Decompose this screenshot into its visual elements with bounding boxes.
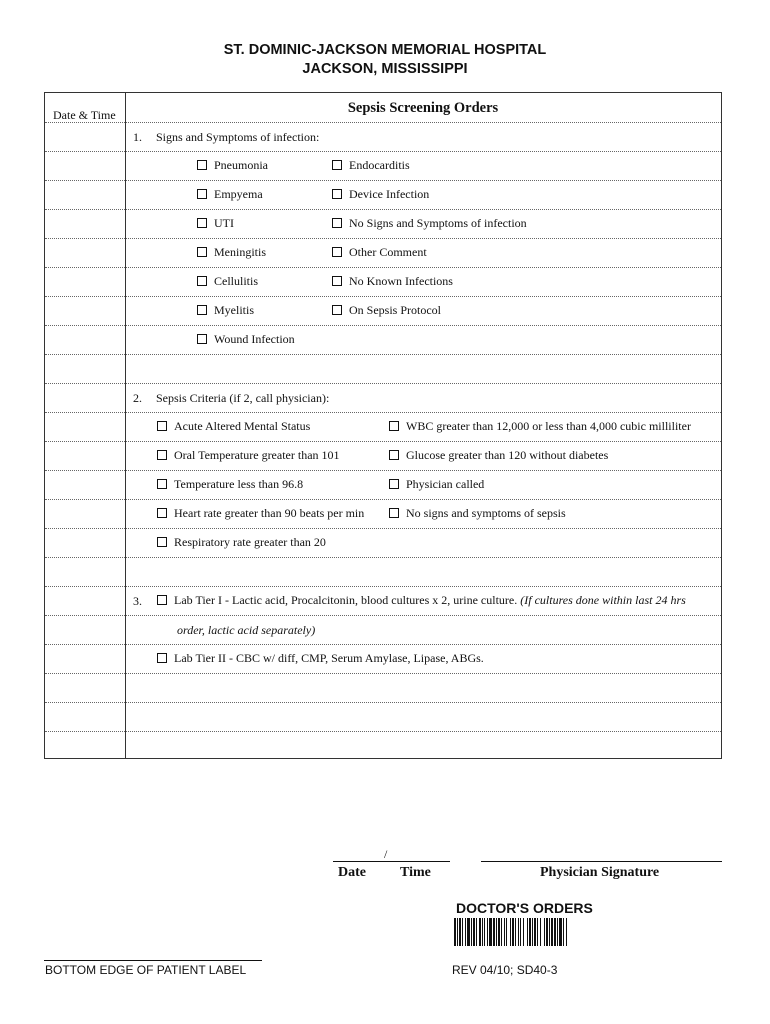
checkbox-item	[332, 158, 410, 172]
form-row	[45, 122, 721, 152]
checkbox[interactable]	[332, 276, 342, 286]
checkbox-item	[389, 506, 566, 520]
checkbox-label: No Signs and Symptoms of infection	[349, 216, 527, 230]
checkbox[interactable]	[389, 508, 399, 518]
barcode-bar	[557, 918, 558, 946]
section-heading: Signs and Symptoms of infection:	[156, 130, 320, 144]
checkbox-label: Acute Altered Mental Status	[174, 419, 311, 433]
barcode-bar	[546, 918, 548, 946]
checkbox-label: WBC greater than 12,000 or less than 4,000 cubic milliliter	[406, 419, 691, 433]
section-number: 1.	[133, 130, 142, 144]
checkbox[interactable]	[332, 218, 342, 228]
barcode	[452, 918, 628, 946]
barcode-bar	[529, 918, 531, 946]
barcode-bar	[510, 918, 511, 946]
checkbox-label: Pneumonia	[214, 158, 268, 172]
lab-tier1-item	[157, 593, 686, 607]
checkbox-item	[332, 303, 441, 317]
checkbox[interactable]	[197, 276, 207, 286]
checkbox[interactable]	[389, 421, 399, 431]
barcode-bar	[544, 918, 545, 946]
checkbox[interactable]	[157, 653, 167, 663]
checkbox-item	[332, 216, 527, 230]
checkbox-item	[332, 187, 429, 201]
barcode-bar	[498, 918, 500, 946]
checkbox-label: Physician called	[406, 477, 485, 491]
form-row	[45, 615, 721, 645]
checkbox-item	[157, 448, 340, 462]
checkbox[interactable]	[332, 247, 342, 257]
checkbox[interactable]	[157, 421, 167, 431]
checkbox-label: Device Infection	[349, 187, 430, 201]
checkbox[interactable]	[157, 537, 167, 547]
checkbox[interactable]	[197, 189, 207, 199]
checkbox[interactable]	[157, 595, 167, 605]
form-row	[45, 325, 721, 355]
checkbox[interactable]	[197, 247, 207, 257]
form-row	[45, 731, 721, 761]
section-number: 3.	[133, 594, 142, 608]
tier1-note: (If cultures done within last 24 hrs	[520, 593, 686, 607]
checkbox[interactable]	[157, 479, 167, 489]
checkbox-item	[389, 448, 608, 462]
date-slash: /	[384, 847, 388, 861]
signature-line[interactable]	[481, 861, 722, 862]
barcode-bar	[563, 918, 564, 946]
physician-signature-label: Physician Signature	[540, 865, 660, 880]
checkbox-label: Glucose greater than 120 without diabetes	[406, 448, 609, 462]
barcode-bar	[520, 918, 521, 946]
form-row	[45, 528, 721, 558]
barcode-bar	[534, 918, 536, 946]
barcode-bar	[512, 918, 514, 946]
section-number: 2.	[133, 391, 142, 405]
patient-label-line	[44, 960, 262, 961]
barcode-bar	[471, 918, 472, 946]
checkbox-label: Lab Tier II - CBC w/ diff, CMP, Serum Amylase, Lipase, ABGs.	[174, 651, 484, 665]
barcode-bar	[566, 918, 567, 946]
checkbox-label: Cellulitis	[214, 274, 259, 288]
checkbox-item	[197, 158, 268, 172]
checkbox[interactable]	[197, 160, 207, 170]
checkbox-item	[197, 274, 258, 288]
checkbox[interactable]	[332, 160, 342, 170]
checkbox-item	[389, 419, 691, 433]
date-time-line[interactable]	[333, 861, 450, 862]
barcode-bar	[527, 918, 528, 946]
barcode-bar	[496, 918, 497, 946]
barcode-bar	[537, 918, 538, 946]
form-row	[45, 354, 721, 384]
checkbox-label: Meningitis	[214, 245, 267, 259]
form-title: Sepsis Screening Orders	[347, 100, 499, 116]
orders-table	[44, 92, 722, 759]
checkbox-label: No Known Infections	[349, 274, 453, 288]
tier1-note-cont: order, lactic acid separately)	[177, 623, 316, 637]
checkbox-label: Myelitis	[214, 303, 255, 317]
checkbox[interactable]	[197, 305, 207, 315]
checkbox-item	[332, 274, 453, 288]
barcode-bar	[457, 918, 458, 946]
hospital-location: JACKSON, MISSISSIPPI	[302, 61, 468, 77]
form-row	[45, 470, 721, 500]
barcode-bar	[501, 918, 502, 946]
barcode-bar	[540, 918, 541, 946]
checkbox[interactable]	[389, 479, 399, 489]
checkbox-label: Heart rate greater than 90 beats per min	[174, 506, 365, 520]
hospital-name: ST. DOMINIC-JACKSON MEMORIAL HOSPITAL	[223, 42, 547, 58]
barcode-bar	[504, 918, 505, 946]
barcode-bar	[467, 918, 470, 946]
barcode-bar	[506, 918, 507, 946]
checkbox[interactable]	[389, 450, 399, 460]
checkbox[interactable]	[157, 508, 167, 518]
checkbox-label: Other Comment	[349, 245, 427, 259]
checkbox[interactable]	[157, 450, 167, 460]
checkbox-item	[389, 477, 484, 491]
checkbox-label: Wound Infection	[214, 332, 295, 346]
checkbox-label: On Sepsis Protocol	[349, 303, 442, 317]
barcode-bar	[493, 918, 495, 946]
barcode-bar	[476, 918, 477, 946]
revision-code: REV 04/10; SD40-3	[452, 963, 558, 977]
barcode-bar	[489, 918, 492, 946]
section-heading: Sepsis Criteria (if 2, call physician):	[156, 391, 330, 405]
barcode-bar	[479, 918, 481, 946]
checkbox-item	[157, 477, 303, 491]
checkbox-item	[157, 535, 326, 549]
checkbox-label: Oral Temperature greater than 101	[174, 448, 340, 462]
barcode-bar	[484, 918, 485, 946]
checkbox-item	[197, 303, 254, 317]
checkbox-item	[197, 216, 234, 230]
doctors-orders-label: DOCTOR'S ORDERS	[456, 900, 593, 916]
form-row	[45, 441, 721, 471]
barcode-bar	[473, 918, 475, 946]
barcode-bar	[462, 918, 463, 946]
barcode-bar	[554, 918, 556, 946]
barcode-bar	[551, 918, 553, 946]
date-label: Date	[338, 865, 366, 880]
lab-tier2-item	[157, 651, 484, 665]
time-label: Time	[400, 865, 431, 880]
form-row	[45, 499, 721, 529]
barcode-bar	[559, 918, 562, 946]
barcode-bar	[454, 918, 456, 946]
barcode-bar	[549, 918, 550, 946]
form-row	[45, 673, 721, 703]
checkbox-label: No signs and symptoms of sepsis	[406, 506, 566, 520]
barcode-bar	[459, 918, 461, 946]
checkbox-label: Empyema	[214, 187, 263, 201]
barcode-bar	[482, 918, 483, 946]
form-row	[45, 383, 721, 413]
form-row	[45, 557, 721, 587]
checkbox[interactable]	[332, 305, 342, 315]
form-row	[45, 702, 721, 732]
checkbox-label: Lab Tier I - Lactic acid, Procalcitonin, blood cultures x 2, urine culture.	[174, 593, 518, 607]
checkbox-label: Respiratory rate greater than 20	[174, 535, 326, 549]
checkbox-item	[197, 245, 266, 259]
date-time-label: Date & Time	[53, 108, 116, 122]
patient-label-text: BOTTOM EDGE OF PATIENT LABEL	[45, 963, 247, 977]
barcode-bar	[523, 918, 524, 946]
checkbox[interactable]	[197, 218, 207, 228]
barcode-bar	[518, 918, 519, 946]
checkbox-label: Temperature less than 96.8	[174, 477, 304, 491]
barcode-bar	[515, 918, 516, 946]
barcode-bar	[487, 918, 488, 946]
checkbox-item	[157, 506, 364, 520]
checkbox[interactable]	[197, 334, 207, 344]
barcode-bar	[465, 918, 466, 946]
checkbox-label: UTI	[214, 216, 234, 230]
checkbox-item	[197, 187, 263, 201]
checkbox[interactable]	[332, 189, 342, 199]
checkbox-item	[197, 332, 295, 346]
checkbox-label: Endocarditis	[349, 158, 410, 172]
barcode-bar	[532, 918, 533, 946]
checkbox-item	[332, 245, 427, 259]
checkbox-item	[157, 419, 310, 433]
